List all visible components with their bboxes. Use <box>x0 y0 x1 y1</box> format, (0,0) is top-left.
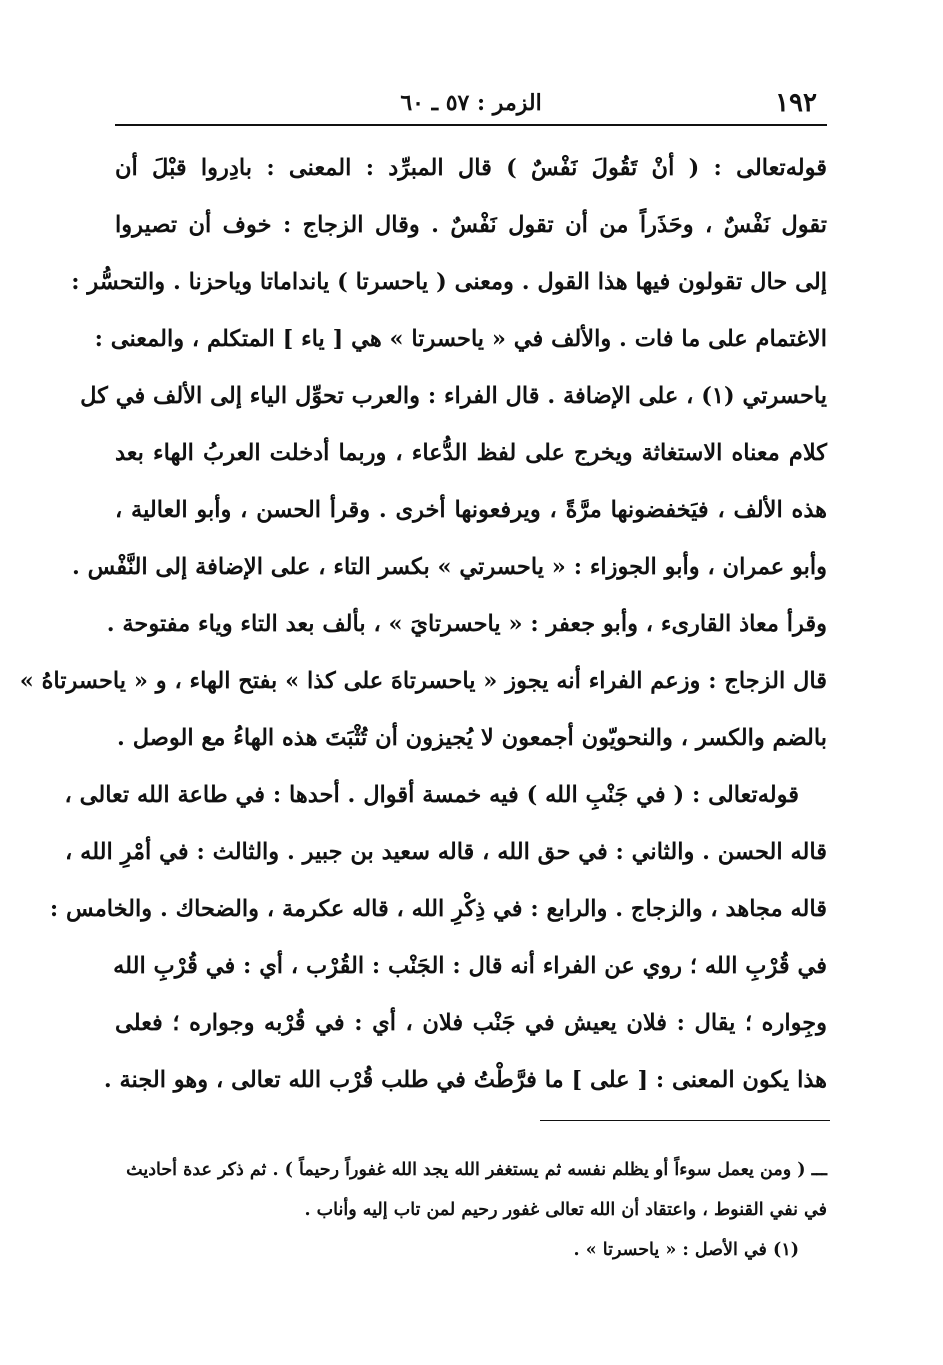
text-line: وقرأ معاذ القارىء ، وأبو جعفر : « ياحسرتايَ » ، بألف بعد التاء وياء مفتوحة . <box>106 611 827 637</box>
text-line: في قُرْبِ الله ؛ روي عن الفراء أنه قال : الجَنْب : القُرْب ، أي : في قُرْبِ الله <box>113 953 827 979</box>
text-line: قاله الحسن . والثاني : في حق الله ، قاله سعيد بن جبير . والثالث : في أمْرِ الله ، <box>65 839 827 865</box>
text-line: إلى حال تقولون فيها هذا القول . ومعنى ( ياحسرتا ) يانداماتا وياحزنا . والتحسُّر : <box>71 269 827 295</box>
text-line: قوله‌تعالى : ( في جَنْبِ الله ) فيه خمسة أقوال . أحدها : في طاعة الله تعالى ، <box>64 782 799 808</box>
page-number: ١٩٢ <box>775 88 817 118</box>
text-line: كلام معناه الاستغاثة ويخرج على لفظ الدُّعاء ، وربما أدخلت العربُ الهاء بعد <box>115 440 827 466</box>
running-title: الزمر : ٥٧ ـ ٦٠ <box>400 90 542 116</box>
text-line: قاله مجاهد ، والزجاج . والرابع : في ذِكْرِ الله ، قاله عكرمة ، والضحاك . والخامس : <box>49 896 827 922</box>
text-line: قال الزجاج : وزعم الفراء أنه يجوز « ياحسرتاهَ على كذا » بفتح الهاء ، و « ياحسرتاهُ » <box>19 668 827 694</box>
page-header <box>115 82 827 126</box>
text-line: بالضم والكسر ، والنحويّون أجمعون لا يُجيزون أن تُثْبَتَ هذه الهاءُ مع الوصل . <box>117 725 827 751</box>
footnotes <box>115 1150 827 1270</box>
footnote-line: في نفي القنوط ، واعتقاد أن الله تعالى غفور رحيم لمن تاب إليه وأناب . <box>304 1200 827 1220</box>
footnote-line: ـــ ( ومن يعمل سوءاً أو يظلم نفسه ثم يستغفر الله يجد الله غفوراً رحيماً ) . ثم ذكر عدة أحاديث <box>126 1160 827 1180</box>
text-line: هذه الألف ، فيَخفضونها مرَّةً ، ويرفعونها أخرى . وقرأ الحسن ، وأبو العالية ، <box>115 497 827 523</box>
text-line: الاغتمام على ما فات . والألف في « ياحسرتا » هي [ ياء ] المتكلم ، والمعنى : <box>94 326 827 352</box>
footnote-rule <box>540 1120 830 1121</box>
text-line: وأبو عمران ، وأبو الجوزاء : « ياحسرتي » بكسر التاء ، على الإضافة إلى النَّفْس . <box>71 554 827 580</box>
text-line: وجِواره ؛ يقال : فلان يعيش في جَنْب فلان ، أي : في قُرْبه وجواره ؛ فعلى <box>115 1010 827 1036</box>
text-line: تقول نَفْسٌ ، وحَذَراً من أن تقول نَفْسٌ . وقال الزجاج : خوف أن تصيروا <box>115 212 827 238</box>
text-line: قوله‌تعالى : ( أنْ تَقُولَ نَفْسٌ ) قال المبرِّد : المعنى : بادِروا قبْلَ أن <box>115 155 827 181</box>
footnote-line: (١) في الأصل : « ياحسرتا » . <box>573 1240 799 1260</box>
header-rule <box>115 124 827 126</box>
text-line: هذا يكون المعنى : [ على ] ما فرَّطْتُ في طلب قُرْب الله تعالى ، وهو الجنة . <box>103 1067 827 1093</box>
text-line: ياحسرتي (١) ، على الإضافة . قال الفراء : والعرب تحوِّل الياء إلى الألف في كل <box>80 383 827 409</box>
body-text <box>19 140 827 1109</box>
